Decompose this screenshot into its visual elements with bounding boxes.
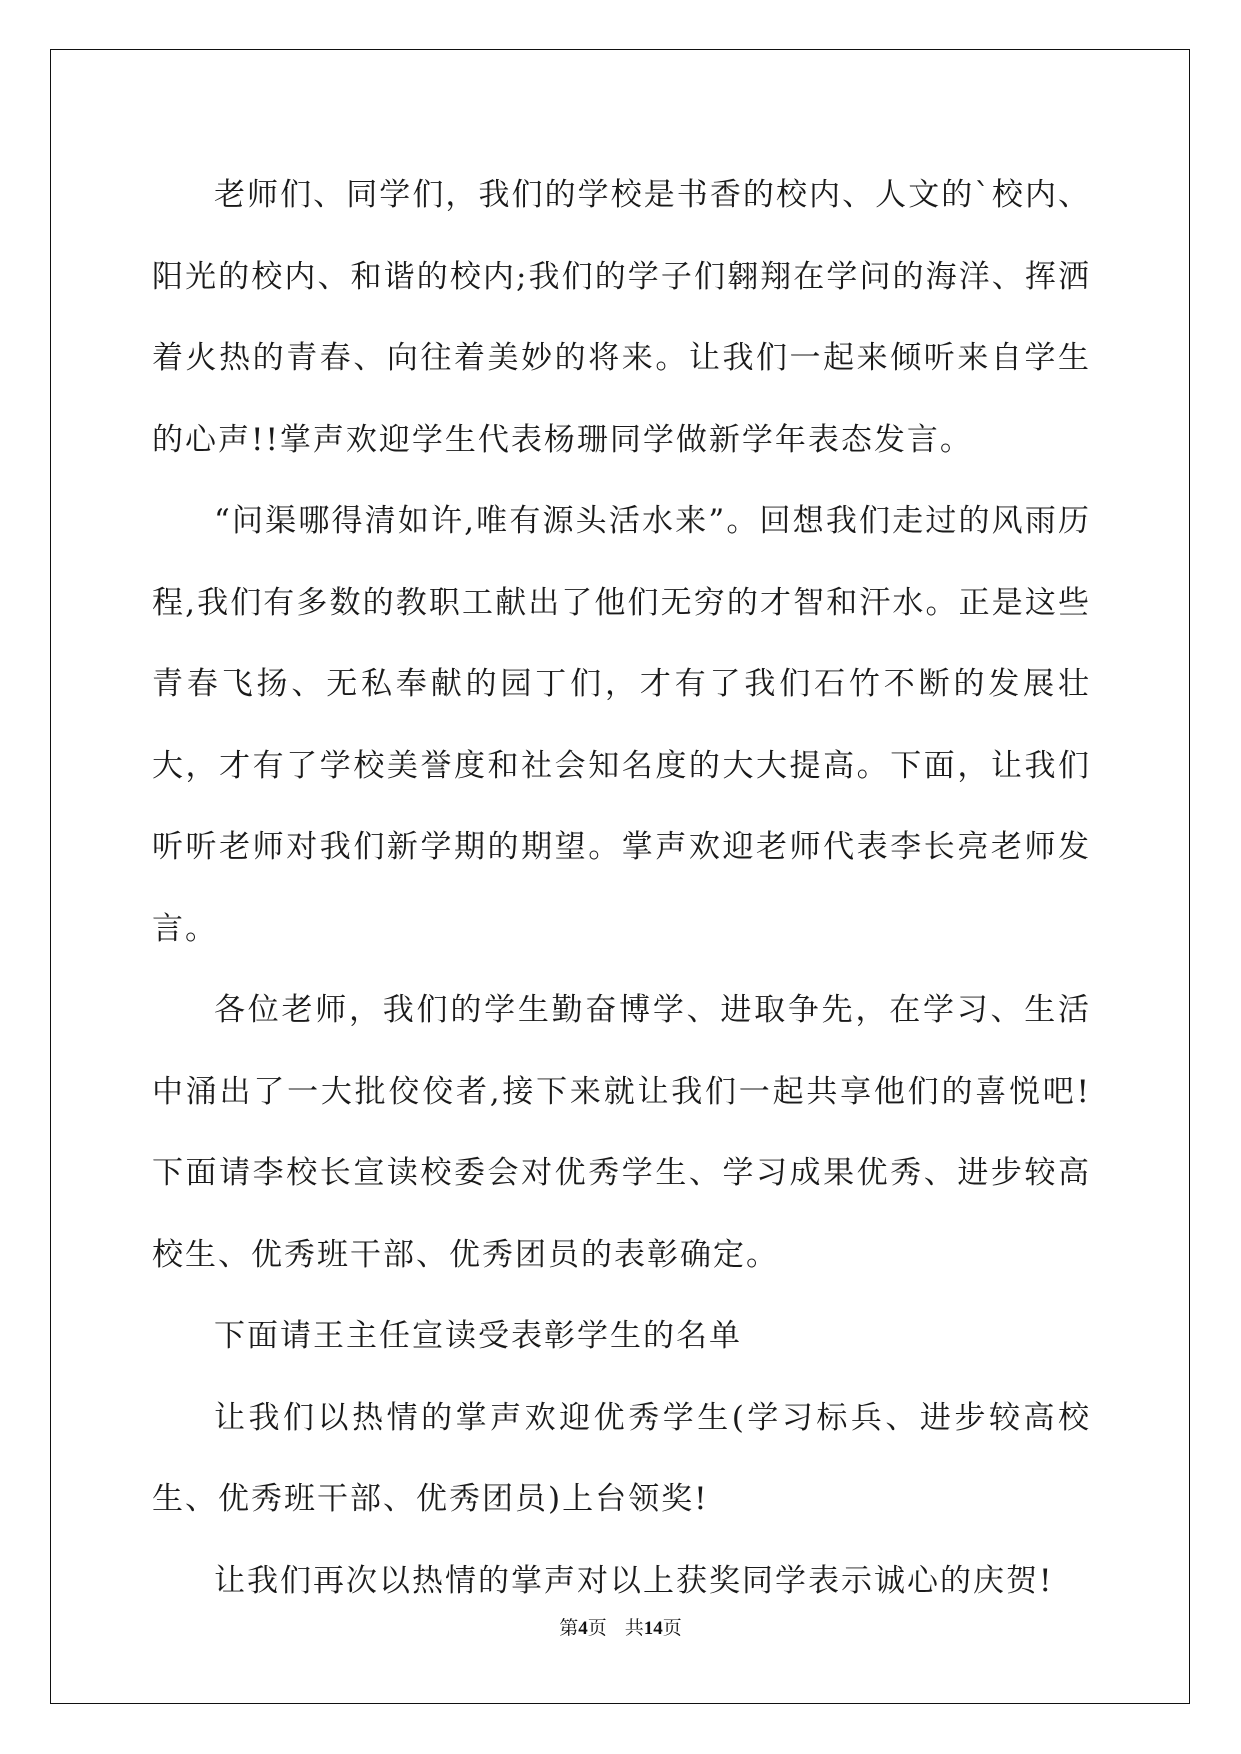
paragraph-4: 下面请王主任宣读受表彰学生的名单 (214, 1318, 742, 1354)
total-suffix: 页 (662, 1618, 682, 1639)
paragraph-2: “问渠哪得清如许,唯有源头活水来”。回想我们走过的风雨历程,我们有多数的教职工献出了他们无穷的才智和汗水。正是这些青春飞扬、无私奉献的园丁们，才有了我们石竹不断的发展壮大，才有了学校美誉度和社会知名度的大大提高。下面，让我们听听老师对我们新学期的期望。掌声欢迎老师代表李长亮老师发言。 (152, 503, 1091, 947)
page-number: 4 (578, 1618, 588, 1639)
page-footer (0, 1613, 1241, 1640)
total-prefix: 共 (624, 1618, 644, 1639)
document-body (152, 155, 1091, 1622)
paragraph-1: 老师们、同学们，我们的学校是书香的校内、人文的`校内、阳光的校内、和谐的校内;我们的学子们翱翔在学问的海洋、挥洒着火热的青春、向往着美妙的将来。让我们一起来倾听来自学生的心声!!掌声欢迎学生代表杨珊同学做新学年表态发言。 (152, 177, 1091, 458)
paragraph-5: 让我们以热情的掌声欢迎优秀学生(学习标兵、进步较高校生、优秀班干部、优秀团员)上台领奖! (152, 1399, 1091, 1517)
page-prefix: 第 (559, 1618, 579, 1639)
paragraph-3: 各位老师，我们的学生勤奋博学、进取争先，在学习、生活中涌出了一大批佼佼者,接下来就让我们一起共享他们的喜悦吧!下面请李校长宣读校委会对优秀学生、学习成果优秀、进步较高校生、优秀班干部、优秀团员的表彰确定。 (152, 992, 1091, 1273)
paragraph-6: 让我们再次以热情的掌声对以上获奖同学表示诚心的庆贺! (214, 1562, 1054, 1599)
page-suffix: 页 (587, 1618, 607, 1639)
total-pages: 14 (643, 1618, 663, 1639)
